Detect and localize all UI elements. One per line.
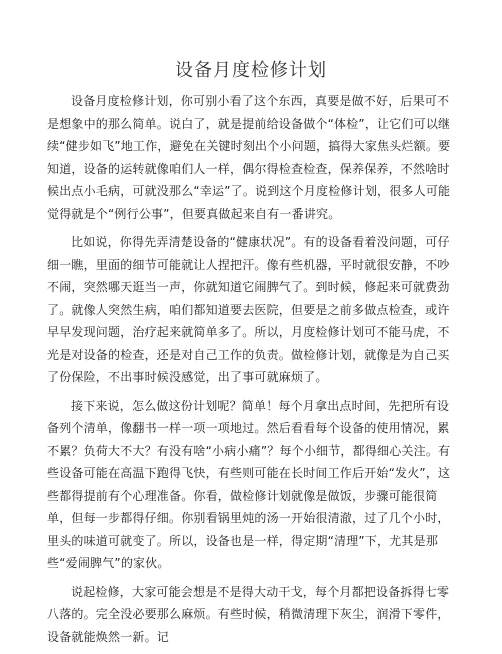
paragraph: 设备月度检修计划，你可别小看了这个东西，真要是做不好，后果可不是想象中的那么简单。说白了，就是提前给设备做个“体检”，让它们可以继续“健步如飞”地工作，避免在关键时刻出个小问题，搞得大家焦头烂额。要知道，设备的运转就像咱们人一样，偶尔得检查检查，保养保养，不然啥时候出点小毛病，可就没那么“幸运”了。说到这个月度检修计划，很多人可能觉得就是个“例行公事”，但要真做起来自有一番讲究。 bbox=[47, 94, 451, 221]
document-body bbox=[47, 90, 457, 654]
paragraph: 接下来说，怎么做这份计划呢？简单！每个月拿出点时间，先把所有设备列个清单，像翻书一样一项一项地过。然后看看每个设备的使用情况，累不累？负荷大不大？有没有啥“小病小痛”？每个小细节，都得细心关注。有些设备可能在高温下跑得飞快，有些则可能在长时间工作后开始“发火”，这些都得提前有个心理准备。你看，做检修计划就像是做饭，步骤可能很简单，但每一步都得仔细。你别看锅里炖的汤一开始很清澈，过了几个小时，里头的味道可就变了。所以，设备也是一样，得定期“清理”下，尤其是那些“爱闹脾气”的家伙。 bbox=[47, 398, 451, 570]
paragraph: 说起检修，大家可能会想是不是得大动干戈，每个月都把设备拆得七零八落的。完全没必要那么麻烦。有些时候，稍微清理下灰尘，润滑下零件，设备就能焕然一新。记 bbox=[47, 584, 450, 644]
document-title: 设备月度检修计划 bbox=[175, 60, 327, 81]
paragraph: 比如说，你得先弄清楚设备的“健康状况”。有的设备看着没问题，可仔细一瞧，里面的细节可能就让人捏把汗。像有些机器，平时就很安静，不吵不闹，突然哪天逛当一声，你就知道它闹脾气了。到时候，修起来可就费劲了。就像人突然生病，咱们都知道要去医院，但要是之前多做点检查，或许早早发现问题，治疗起来就简单多了。所以，月度检修计划可不能马虎，不光是对设备的检查，还是对自己工作的负责。做检修计划，就像是为自己买了份保险，不出事时候没感觉，出了事可就麻烦了。 bbox=[47, 235, 450, 384]
